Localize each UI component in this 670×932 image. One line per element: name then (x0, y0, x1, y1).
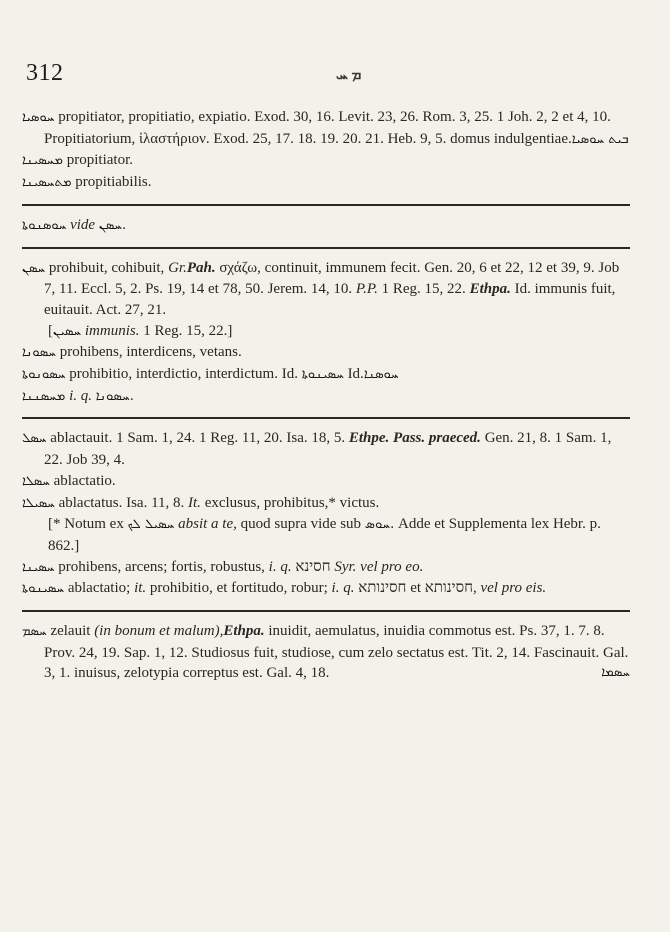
entry-text: inuisus, zelotypia correptus est. Gal. 4, 18. (74, 665, 330, 682)
syriac-headword: ܚܣܝܢܘܬܐ (22, 581, 65, 597)
syriac-headword: ܚܣܠܐ (22, 473, 50, 489)
syriac-headword: ܚܘܣܝܐ (22, 110, 55, 125)
dictionary-entry (22, 386, 630, 408)
editor-note (22, 321, 630, 343)
syriac-headword: ܚܣܝܠܐ (22, 495, 55, 511)
dictionary-entry (22, 150, 630, 172)
entry-text: propitiator. (63, 152, 133, 169)
emphasis-text: Ethpa. (223, 623, 265, 640)
entry-text: [* Notum ex (48, 516, 128, 533)
syriac-headword: ܚܣܝܢ (53, 323, 82, 339)
entry-text: Adde et Supplementa lex Hebr. p. 862.] (48, 516, 601, 554)
syriac-headword: ܚܘܣ. (364, 517, 395, 533)
entry-text: propitiator, propitiatio, expiatio. Exod. 30, 16. Levit. 23, 26. Rom. 3, 25. 1 Joh. 2, 2 et 4, 10. Propitiatorium, ἱλαστήριον. Exod. 25, 17. 18. 19. 20. 21. Heb. 9, 5. (44, 109, 611, 147)
entry-text: σχάζω, continuit, immunem fecit. Gen. 20, 6 et 22, 12 et 39, 9. Job 7, 11. Eccl. 5, 2. Ps. 19, 14 et 78, 50. Jerem. 14, 10. (44, 259, 620, 298)
emphasis-text: vide (66, 216, 99, 233)
entry-text: quod supra vide sub (236, 516, 365, 533)
entries-column (22, 104, 630, 690)
entry-text: [ (48, 322, 53, 339)
entry-text: immunis fuit, euitauit. Act. 27, 21. (44, 281, 616, 318)
entry-text: Gen. 21, 8. 1 Sam. 1, 22. Job 39, 4. (44, 430, 612, 469)
entry-text: Id. (510, 281, 535, 298)
dictionary-entry (22, 578, 630, 600)
entry-text: exclusus, prohibitus,* victus. (200, 494, 380, 511)
entry-group (22, 255, 630, 414)
entry-text: prohibens, arcens; fortis, robustus, (54, 558, 269, 575)
entry-text: ablactatio; (64, 580, 135, 597)
section-rule (22, 610, 630, 612)
syriac-headword: ܚܣܘܢܘܬܐ (22, 367, 66, 383)
emphasis-text: immunis. (81, 322, 140, 339)
entry-text: 1 Reg. 15, 22. (377, 281, 470, 298)
emphasis-text: Pah. (186, 259, 216, 276)
entry-text: zelauit (46, 623, 95, 640)
dictionary-entry (22, 471, 630, 493)
page-number: 312 (26, 60, 64, 86)
syriac-headword: ܡܚܣܝܢܐ (22, 153, 63, 169)
dictionary-entry (22, 215, 630, 237)
emphasis-text: i. q. (268, 558, 292, 575)
dictionary-entry (22, 107, 630, 150)
emphasis-text: It. (188, 494, 201, 511)
syriac-headword: ܡܚܣܢܢܐ (22, 388, 66, 404)
entry-text: ablactatus. Isa. 11, 8. (54, 494, 189, 511)
emphasis-text: vel pro eis. (480, 580, 547, 597)
emphasis-text: (in bonum et malum), (94, 623, 224, 640)
emphasis-text: Gr. (168, 259, 187, 276)
syriac-headword: ܚܣܢ (22, 260, 46, 276)
editor-note (22, 514, 630, 556)
entry-text: Id. (343, 366, 364, 383)
syriac-headword: ܚܣܝܠ ܠܟ (127, 517, 175, 533)
entry-text: חסינותא et חסינותא, (354, 580, 481, 597)
section-rule (22, 204, 630, 206)
syriac-headword: ܚܘܣܢܐ (363, 367, 399, 383)
entry-group (22, 425, 630, 606)
section-rule (22, 247, 630, 249)
syriac-headword: ܚܣܘܢܐ (22, 345, 56, 361)
emphasis-text: Syr. vel pro eo. (334, 558, 424, 575)
emphasis-text: i. q. (331, 580, 355, 597)
entry-text: prohibuit, cohibuit, (45, 259, 169, 276)
emphasis-text: Ethpa. (469, 281, 511, 298)
emphasis-text: P.P. (355, 281, 378, 298)
entry-text: Id. (281, 366, 302, 383)
dictionary-entry (22, 342, 630, 364)
syriac-headword: ܒܝܬ ܚܘܣܝܐ (571, 131, 629, 147)
entry-text: prohibitio, interdictio, interdictum. (65, 366, 282, 383)
section-rule (22, 417, 630, 419)
syriac-headword: ܚܣܝܢܘܬܐ (301, 367, 344, 383)
entry-text: domus indulgentiae. (450, 130, 572, 147)
entry-text: prohibitio, et fortitudo, robur; (146, 580, 332, 597)
dictionary-entry (22, 364, 630, 386)
syriac-headword: ܚܘܣܢܘܬܐ (22, 217, 67, 233)
entry-text: ablactatio. (49, 472, 116, 489)
syriac-headword: ܡܬܚܣܝܢܐ (22, 175, 72, 191)
entry-text: inuidit, aemulatus, inuidia commotus est. Ps. 37, 1. 7. 8. Prov. 24, 19. Sap. 1, 12. Studiosus fuit, studiose, cum zelo sectatus est. Tit. 2, 14. Fascinauit. Gal. 3, 1. (44, 623, 629, 682)
emphasis-text: absit a te, (174, 516, 237, 533)
entry-text: prohibens, interdicens, vetans. (55, 344, 242, 361)
dictionary-entry (22, 172, 630, 194)
catchword: ܚܣܡܐ (601, 665, 630, 681)
emphasis-text: it. (134, 580, 147, 597)
syriac-headword: ܚܣܝܢܐ (22, 559, 55, 575)
dictionary-entry (22, 258, 630, 321)
emphasis-text: Ethpe. Pass. praeced. (348, 430, 481, 447)
entry-text: ablactauit. 1 Sam. 1, 24. 1 Reg. 11, 20. Isa. 18, 5. (46, 430, 349, 447)
entry-group (22, 212, 630, 243)
syriac-headword: ܚܣܡ (22, 624, 47, 640)
entry-text: חסינא (291, 558, 335, 575)
syriac-headword: ܚܣܠ (22, 431, 47, 447)
running-head: ܡ ܚ (336, 67, 362, 83)
syriac-headword: ܚܣܢ. (98, 217, 127, 233)
entry-group (22, 618, 630, 690)
dictionary-entry (22, 493, 630, 515)
entry-text: propitiabilis. (71, 174, 152, 191)
entry-text: 1 Reg. 15, 22.] (139, 322, 233, 339)
emphasis-text: i. q. (65, 387, 96, 404)
dictionary-entry (22, 621, 630, 684)
entry-group (22, 104, 630, 200)
syriac-headword: ܚܣܘܢܐ. (95, 388, 134, 404)
dictionary-entry (22, 557, 630, 579)
dictionary-entry (22, 428, 630, 470)
